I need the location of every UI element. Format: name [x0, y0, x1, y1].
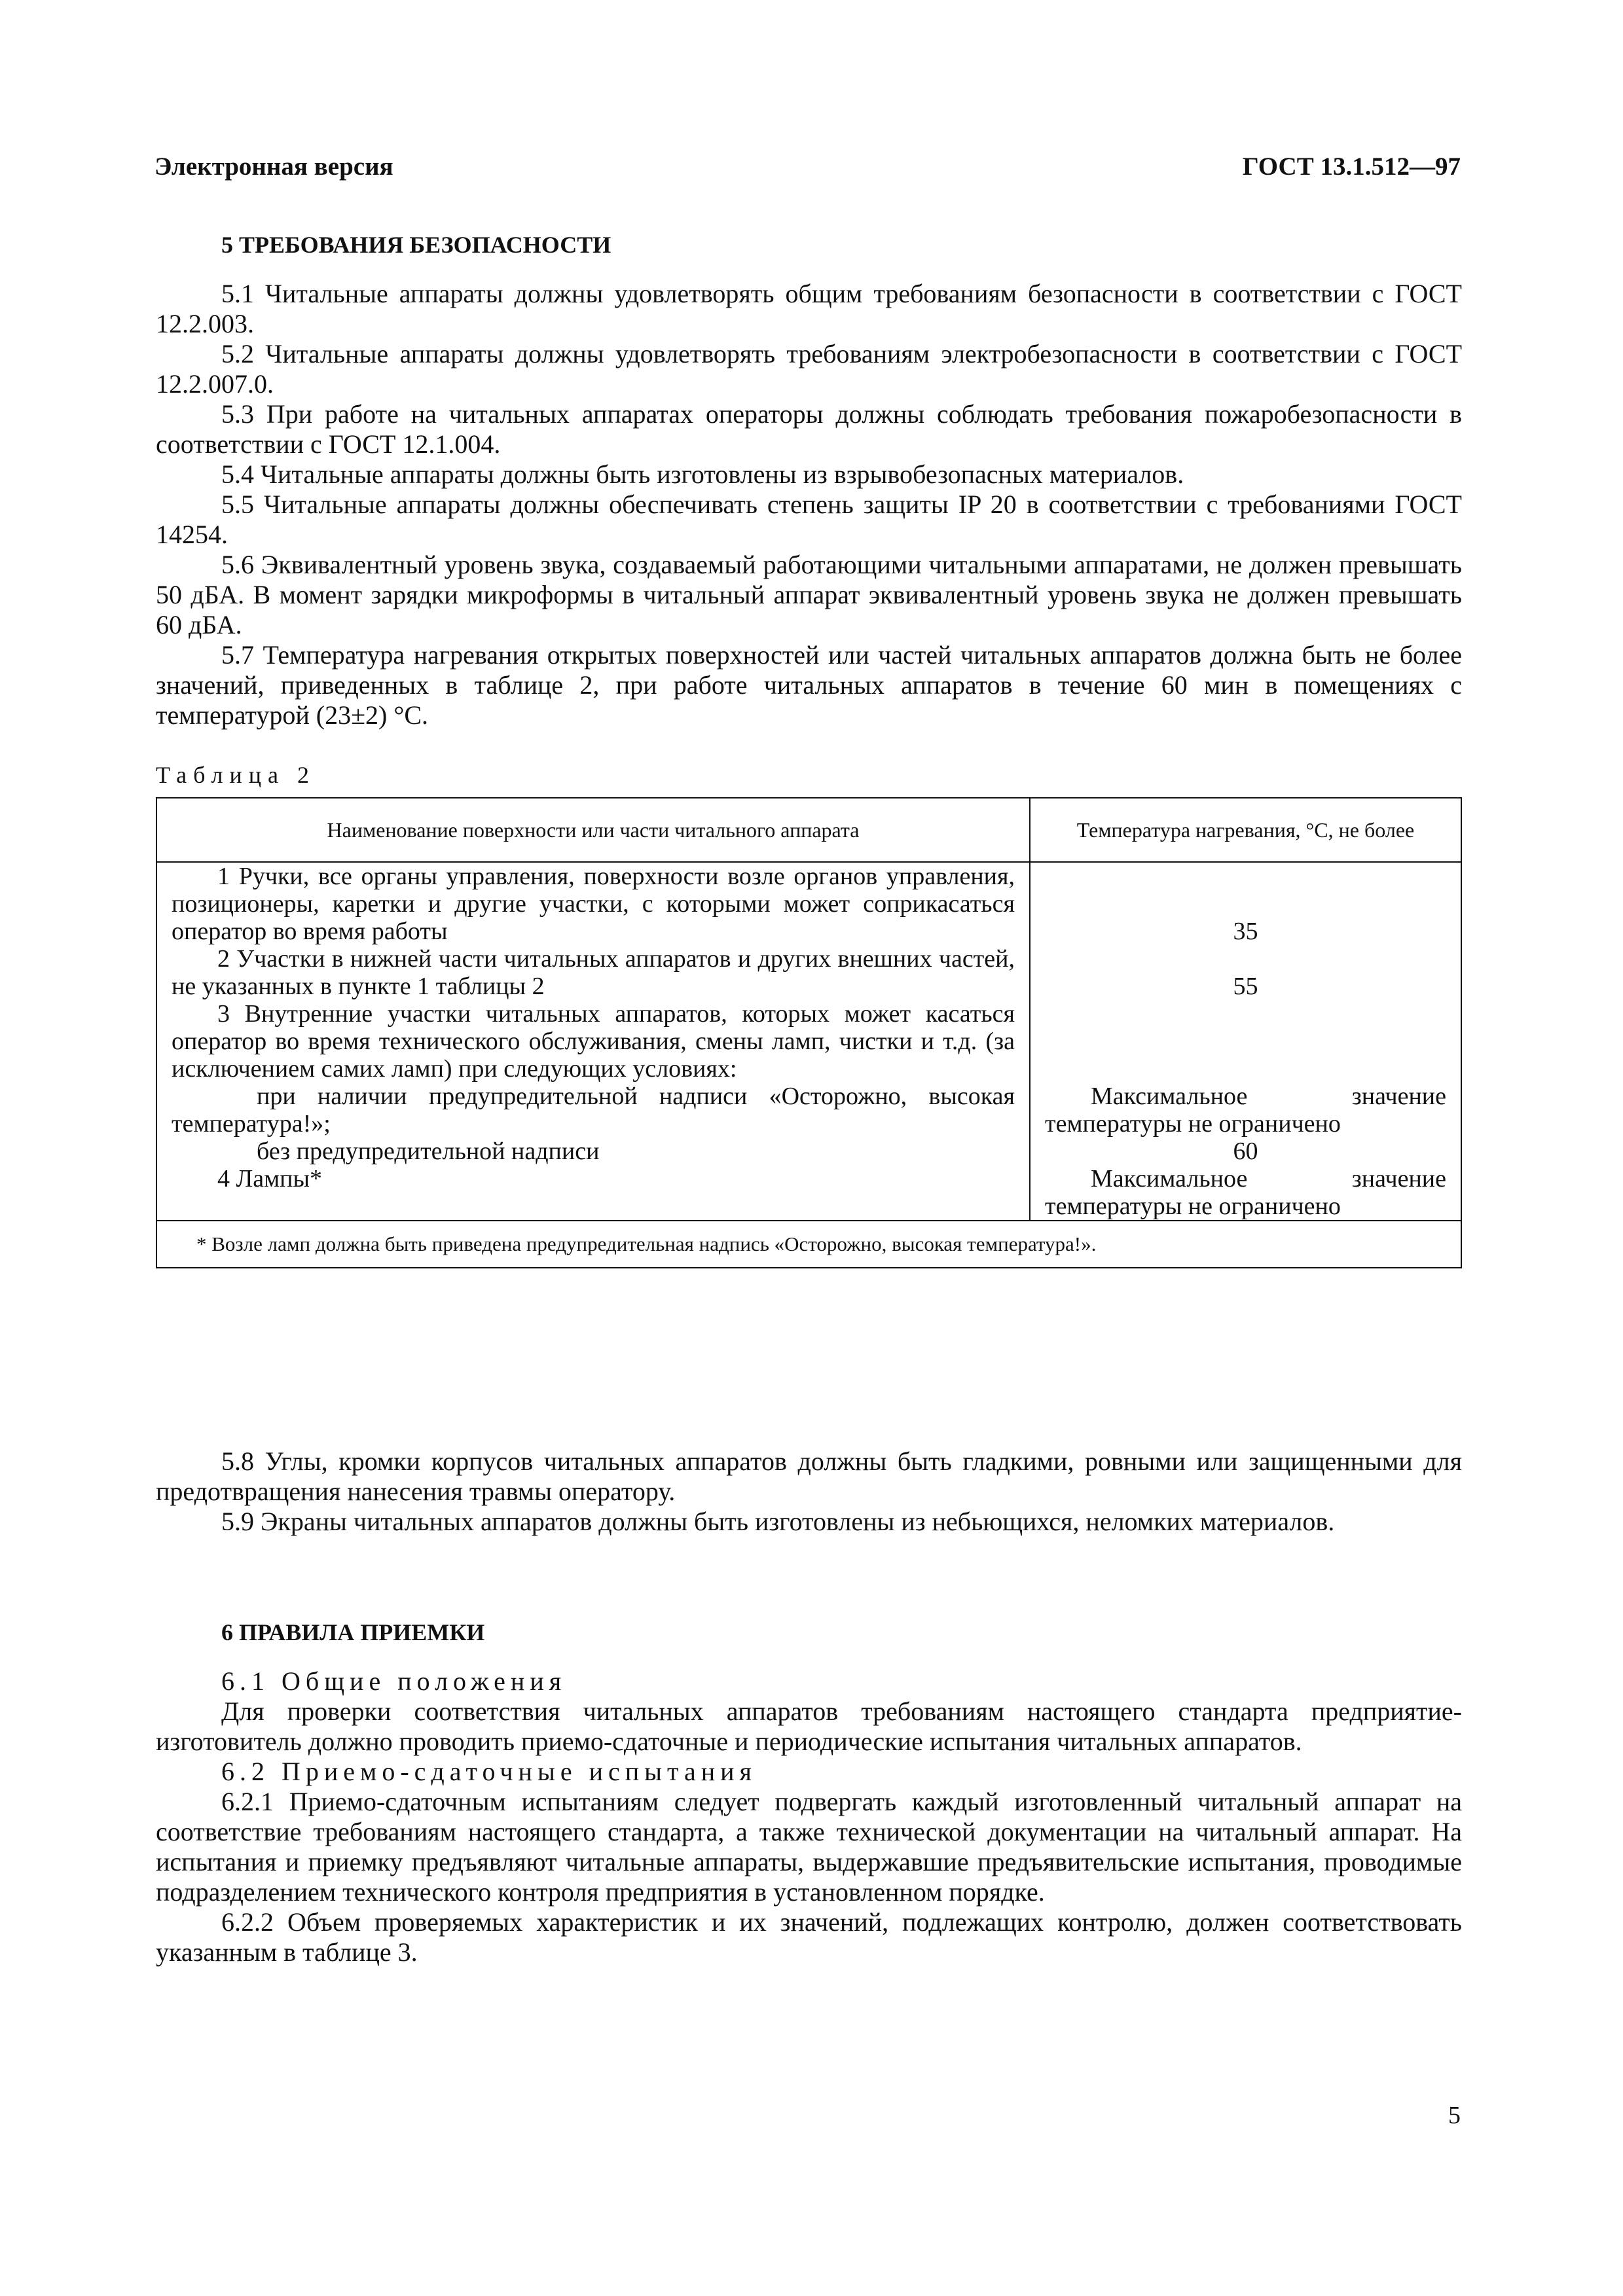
- table-row: [156, 1000, 1461, 1083]
- paragraph-5-1: 5.1 Читальные аппараты должны удовлетворять общим требованиям безопасности в соответствии с ГОСТ 12.2.003.: [156, 279, 1462, 338]
- header-version-label: Электронная версия: [155, 152, 393, 181]
- paragraph-5-9: 5.9 Экраны читальных аппаратов должны быть изготовлены из небьющихся, неломких материалов.: [221, 1507, 1335, 1536]
- table-2-caption: Таблица 2: [156, 762, 316, 788]
- table-cell-value: [1030, 1000, 1461, 1083]
- table-cell-value: 60: [1030, 1138, 1461, 1165]
- page-number: 5: [1448, 2102, 1461, 2129]
- paragraph-5-3: 5.3 При работе на читальных аппаратах операторы должны соблюдать требования пожаробезопасности в соответствии с ГОСТ 12.1.004.: [156, 399, 1462, 459]
- section-5-title: 5 ТРЕБОВАНИЯ БЕЗОПАСНОСТИ: [221, 232, 611, 258]
- table-row: [156, 1083, 1461, 1138]
- section-6: [156, 1618, 1462, 1967]
- table-col2-header: Температура нагревания, °С, не более: [1030, 798, 1461, 862]
- table-row: [156, 945, 1461, 1000]
- table-cell-name: 2 Участки в нижней части читальных аппаратов и других внешних частей, не указанных в пункте 1 таблицы 2: [156, 945, 1030, 1000]
- section-6-title: 6 ПРАВИЛА ПРИЕМКИ: [221, 1619, 485, 1645]
- table-2: [156, 797, 1462, 1268]
- section-5-continued: [156, 1446, 1462, 1537]
- table-cell-name: 3 Внутренние участки читальных аппаратов, которых может касаться оператор во время технического обслуживания, смены ламп, чистки и т.д. (за исключением самих ламп) при следующих условиях:: [156, 1000, 1030, 1083]
- table-cell-value: Максимальное значение температуры не ограничено: [1030, 1165, 1461, 1221]
- table-cell-name: 1 Ручки, все органы управления, поверхности возле органов управления, позиционеры, каретки и другие участки, с которыми может соприкасаться оператор во время работы: [156, 862, 1030, 945]
- paragraph-5-8: 5.8 Углы, кромки корпусов читальных аппаратов должны быть гладкими, ровными или защищенными для предотвращения нанесения травмы оператору.: [156, 1446, 1462, 1506]
- paragraph-5-4: 5.4 Читальные аппараты должны быть изготовлены из взрывобезопасных материалов.: [221, 459, 1184, 489]
- paragraph-5-5: 5.5 Читальные аппараты должны обеспечивать степень защиты IP 20 в соответствии с требованиями ГОСТ 14254.: [156, 490, 1462, 549]
- paragraph-6-2-2: 6.2.2 Объем проверяемых характеристик и их значений, подлежащих контролю, должен соответствовать указанным в таблице 3.: [156, 1907, 1462, 1967]
- table-cell-name: без предупредительной надписи: [156, 1138, 1030, 1165]
- table-cell-value: Максимальное значение температуры не ограничено: [1030, 1083, 1461, 1138]
- paragraph-5-2: 5.2 Читальные аппараты должны удовлетворять требованиям электробезопасности в соответствии с ГОСТ 12.2.007.0.: [156, 339, 1462, 399]
- subsection-6-2-heading: 6.2 Приемо-сдаточные испытания: [221, 1757, 757, 1786]
- paragraph-5-7: 5.7 Температура нагревания открытых поверхностей или частей читальных аппаратов должна быть не более значений, приведенных в таблице 2, при работе читальных аппаратов в течение 60 мин в помещениях с температурой (23±2) °С.: [156, 640, 1462, 730]
- table-cell-name: при наличии предупредительной надписи «Осторожно, высокая температура!»;: [156, 1083, 1030, 1138]
- paragraph-5-6: 5.6 Эквивалентный уровень звука, создаваемый работающими читальными аппаратами, не должен превышать 50 дБА. В момент зарядки микроформы в читальный аппарат эквивалентный уровень звука не должен превышать 60 дБА.: [156, 550, 1462, 639]
- subsection-6-1-text: Для проверки соответствия читальных аппаратов требованиям настоящего стандарта предприятие-изготовитель должно проводить приемо-сдаточные и периодические испытания читальных аппаратов.: [156, 1696, 1462, 1756]
- table-row: [156, 1138, 1461, 1165]
- table-footnote-row: [156, 1221, 1461, 1268]
- header-standard-number: ГОСТ 13.1.512—97: [1242, 152, 1461, 181]
- subsection-6-1-heading: 6.1 Общие положения: [221, 1666, 567, 1696]
- table-cell-name: 4 Лампы*: [156, 1165, 1030, 1221]
- table-cell-value: 55: [1030, 945, 1461, 1000]
- section-5: [156, 230, 1462, 730]
- paragraph-6-2-1: 6.2.1 Приемо-сдаточным испытаниям следует подвергать каждый изготовленный читальный аппарат на соответствие требованиям настоящего стандарта, а также технической документации на читальный аппарат. На испытания и приемку предъявляют читальные аппараты, выдержавшие предъявительские испытания, проводимые подразделением технического контроля предприятия в установленном порядке.: [156, 1787, 1462, 1907]
- table-row: [156, 1165, 1461, 1221]
- table-row: [156, 862, 1461, 945]
- table-col1-header: Наименование поверхности или части читального аппарата: [156, 798, 1030, 862]
- table-footnote: * Возле ламп должна быть приведена предупредительная надпись «Осторожно, высокая температура!».: [156, 1221, 1461, 1268]
- table-cell-value: 35: [1030, 862, 1461, 945]
- table-header-row: [156, 798, 1461, 862]
